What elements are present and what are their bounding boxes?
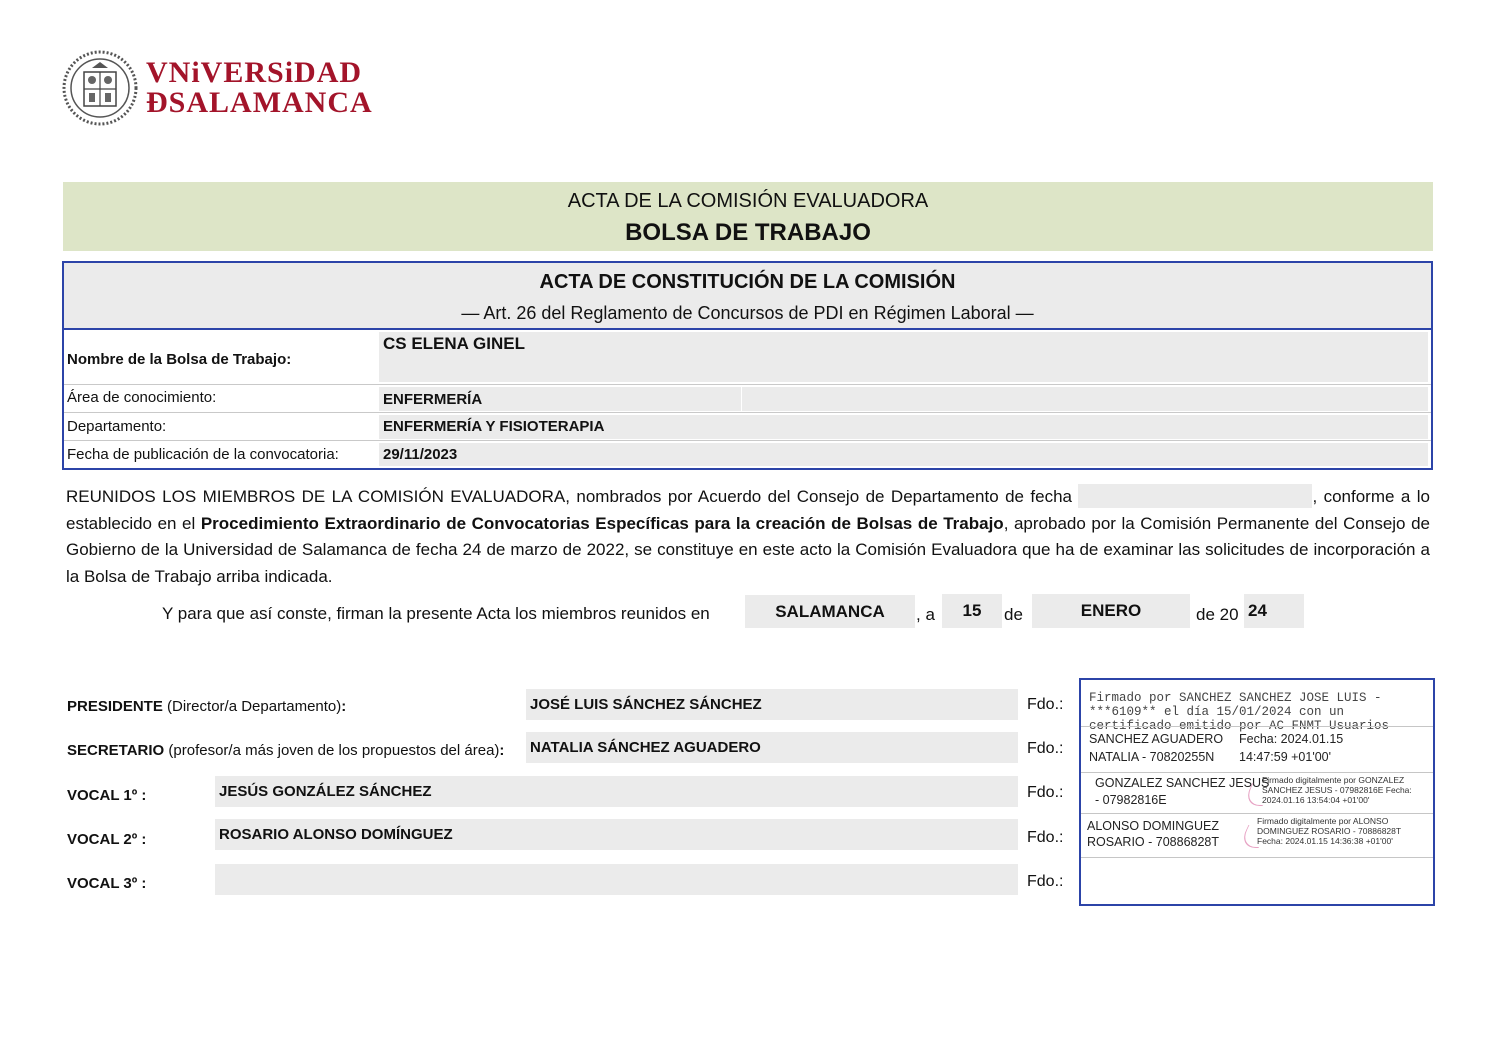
university-seal-icon bbox=[62, 50, 138, 126]
wordmark-line-2: ÐSALAMANCA bbox=[146, 86, 373, 119]
label-fecha: Fecha de publicación de la convocatoria: bbox=[67, 446, 339, 463]
name-vocal-1[interactable]: JESÚS GONZÁLEZ SÁNCHEZ bbox=[215, 776, 1018, 807]
paragraph-part-3: , aprobado por la Comisión Permanente del Consejo de Gobierno de la Universidad de Salamanca de fecha 24 de marzo de 2022, se constituye en este acto la Comisión Evaluadora que ha de examinar las solicitudes de incorporación a la Bolsa de Trabajo arriba indicada. bbox=[66, 513, 1430, 586]
university-logo bbox=[62, 48, 373, 132]
sig-secretario-name-1: SANCHEZ AGUADERO bbox=[1089, 732, 1224, 746]
fdo-vocal-3: Fdo.: bbox=[1027, 873, 1064, 890]
signature-row-secretario bbox=[1081, 726, 1433, 773]
signature-presidente: Firmado por SANCHEZ SANCHEZ JOSE LUIS - ***6109** el día 15/01/2024 con un certificado emitido por AC FNMT Usuarios bbox=[1089, 691, 1390, 733]
role-vocal-3: VOCAL 3º : bbox=[67, 875, 147, 892]
label-area: Área de conocimiento: bbox=[67, 389, 217, 406]
colon-presidente: : bbox=[341, 698, 347, 715]
fdo-vocal-2: Fdo.: bbox=[1027, 829, 1064, 846]
note-presidente: (Director/a Departamento) bbox=[162, 698, 342, 715]
member-label-vocal-3 bbox=[67, 875, 146, 892]
closing-a: , a bbox=[916, 605, 935, 624]
label-bolsa: Nombre de la Bolsa de Trabajo: bbox=[67, 351, 292, 368]
closing-de-2: de 20 bbox=[1196, 605, 1239, 624]
role-presidente: PRESIDENTE bbox=[67, 698, 163, 715]
name-vocal-2[interactable]: ROSARIO ALONSO DOMÍNGUEZ bbox=[215, 819, 1018, 850]
member-label-secretario bbox=[67, 742, 504, 759]
role-secretario: SECRETARIO bbox=[67, 742, 165, 759]
value-bolsa-text: CS ELENA GINEL bbox=[383, 334, 525, 353]
value-bolsa[interactable] bbox=[379, 332, 1428, 382]
value-departamento[interactable] bbox=[379, 415, 1428, 439]
note-secretario: (profesor/a más joven de los propuestos del área) bbox=[164, 742, 500, 759]
value-area-text: ENFERMERÍA bbox=[383, 391, 483, 408]
signature-box bbox=[1079, 678, 1435, 906]
year-field[interactable]: 24 bbox=[1244, 594, 1304, 628]
info-box-subtitle: — Art. 26 del Reglamento de Concursos de PDI en Régimen Laboral — bbox=[461, 303, 1034, 323]
fdo-presidente: Fdo.: bbox=[1027, 696, 1064, 713]
paragraph-part-1: REUNIDOS LOS MIEMBROS DE LA COMISIÓN EVALUADORA, nombrados por Acuerdo del Consejo de Departamento de fecha bbox=[66, 487, 1079, 506]
sig-vocal1-name-2: - 07982816E bbox=[1095, 793, 1167, 807]
value-area[interactable] bbox=[379, 387, 1428, 411]
paragraph-procedure: Procedimiento Extraordinario de Convocatorias Específicas para la creación de Bolsas de Trabajo bbox=[200, 513, 1004, 533]
name-vocal-3[interactable] bbox=[215, 864, 1018, 895]
value-fecha[interactable] bbox=[379, 443, 1428, 466]
role-vocal-2: VOCAL 2º : bbox=[67, 831, 147, 848]
body-paragraph bbox=[66, 484, 1430, 590]
sig-vocal2-small: Firmado digitalmente por ALONSO DOMINGUEZ ROSARIO - 70886828T Fecha: 2024.01.15 14:36:38 +01'00' bbox=[1257, 816, 1401, 846]
city-field[interactable]: SALAMANCA bbox=[745, 595, 915, 628]
university-wordmark bbox=[146, 58, 373, 118]
wordmark-line-1: VNiVERSiDAD bbox=[146, 56, 363, 89]
row-bolsa bbox=[64, 330, 1431, 385]
row-area bbox=[64, 385, 1431, 413]
name-secretario[interactable]: NATALIA SÁNCHEZ AGUADERO bbox=[526, 732, 1018, 763]
closing-text: Y para que así conste, firman la presente Acta los miembros reunidos en bbox=[162, 604, 710, 623]
signature-row-vocal-1 bbox=[1081, 771, 1433, 814]
signature-row-vocal-2 bbox=[1081, 813, 1433, 858]
member-label-presidente bbox=[67, 698, 346, 715]
value-fecha-text: 29/11/2023 bbox=[383, 446, 458, 463]
value-departamento-text: ENFERMERÍA Y FISIOTERAPIA bbox=[383, 418, 605, 435]
sig-vocal1-name-1: GONZALEZ SANCHEZ JESUS bbox=[1095, 776, 1270, 790]
sig-secretario-name-2: NATALIA - 70820255N bbox=[1089, 750, 1215, 764]
document-subtitle: BOLSA DE TRABAJO bbox=[625, 219, 871, 246]
colon-secretario: : bbox=[499, 742, 505, 759]
info-box-header bbox=[64, 263, 1431, 330]
header-band bbox=[63, 182, 1433, 251]
closing-de-1: de bbox=[1004, 605, 1023, 624]
sig-secretario-date-1: Fecha: 2024.01.15 bbox=[1239, 732, 1344, 746]
member-label-vocal-2 bbox=[67, 831, 146, 848]
member-label-vocal-1 bbox=[67, 787, 146, 804]
info-box-title: ACTA DE CONSTITUCIÓN DE LA COMISIÓN bbox=[539, 271, 956, 293]
fdo-vocal-1: Fdo.: bbox=[1027, 784, 1064, 801]
signature-row-1 bbox=[1081, 680, 1433, 727]
fdo-secretario: Fdo.: bbox=[1027, 740, 1064, 757]
info-box bbox=[62, 261, 1433, 470]
name-presidente[interactable]: JOSÉ LUIS SÁNCHEZ SÁNCHEZ bbox=[526, 689, 1018, 720]
paragraph-part-2: , conforme a lo establecido en el bbox=[66, 487, 1430, 533]
document-title: ACTA DE LA COMISIÓN EVALUADORA bbox=[567, 190, 929, 212]
day-field[interactable]: 15 bbox=[942, 594, 1002, 628]
label-departamento: Departamento: bbox=[67, 418, 167, 435]
sig-vocal2-name-1: ALONSO DOMINGUEZ bbox=[1087, 819, 1219, 833]
sig-vocal2-name-2: ROSARIO - 70886828T bbox=[1087, 835, 1220, 849]
row-departamento bbox=[64, 413, 1431, 441]
row-fecha bbox=[64, 441, 1431, 466]
sig-vocal1-small: Firmado digitalmente por GONZALEZ SANCHEZ JESUS - 07982816E Fecha: 2024.01.16 13:54:04 +01'00' bbox=[1262, 775, 1412, 805]
role-vocal-1: VOCAL 1º : bbox=[67, 787, 147, 804]
month-field[interactable]: ENERO bbox=[1032, 594, 1190, 628]
sig-secretario-date-2: 14:47:59 +01'00' bbox=[1239, 750, 1332, 764]
fecha-consejo-field[interactable] bbox=[1078, 484, 1312, 508]
